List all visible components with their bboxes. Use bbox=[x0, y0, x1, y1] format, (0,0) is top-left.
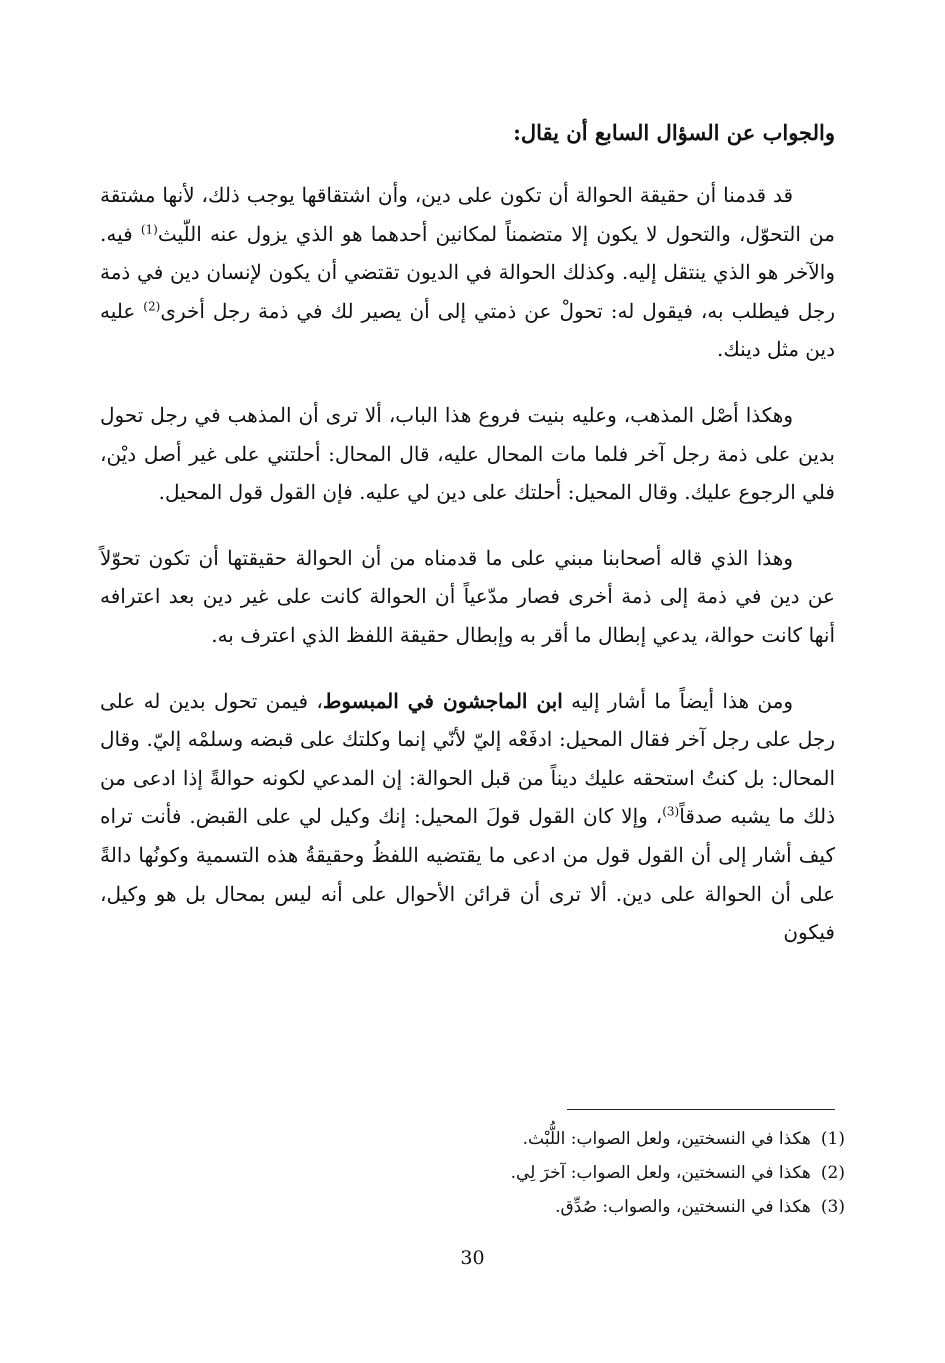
paragraph-1-text-a: قد قدمنا أن حقيقة الحوالة أن تكون على دين، وأن اشتقاقها يوجب ذلك، لأنها مشتقة من التحوّل، والتحول لا يكون إلا متضمناً لمكانين أحدهما هو الذي يزول عنه اللّيث bbox=[100, 183, 835, 246]
footnote-ref-1: (1) bbox=[140, 221, 158, 236]
footnote-ref-2: (2) bbox=[143, 299, 161, 314]
paragraph-1 bbox=[100, 176, 835, 369]
paragraph-4 bbox=[100, 682, 835, 952]
footnote-ref-3: (3) bbox=[662, 804, 680, 819]
paragraph-3: وهذا الذي قاله أصحابنا مبني على ما قدمناه من أن الحوالة حقيقتها أن تكون تحوّلاً عن دين في ذمة إلى ذمة أخرى فصار مدّعياً أن الحوالة كانت على غير دين بعد اعترافه أنها كانت حوالة، يدعي إبطال ما أقر به وإبطال حقيقة اللفظ الذي اعترف به. bbox=[100, 545, 835, 647]
section-heading: والجواب عن السؤال السابع أن يقال: bbox=[513, 120, 835, 145]
footnote-text: هكذا في النسختين، ولعل الصواب: اللُّبْث. bbox=[522, 1129, 811, 1149]
main-text bbox=[100, 110, 835, 979]
paragraph-4-text-a: ومن هذا أيضاً ما أشار إليه bbox=[562, 688, 793, 713]
footnote-3 bbox=[120, 1190, 845, 1224]
footnote-text: هكذا في النسختين، ولعل الصواب: آخرَ لِي. bbox=[510, 1163, 811, 1183]
paragraph-4-text-c: ، وإلا كان القول قولَ المحيل: إنك وكيل لي على القبض. فأنت تراه كيف أشار إلى أن القول قول من ادعى ما يقتضيه اللفظُ وحقيقةُ هذه التسمية وكونُها دالةً على أن الحوالة على دين. ألا ترى أن قرائن الأحوال على أنه ليس بمحال بل هو وكيل، فيكون bbox=[100, 804, 835, 945]
footnote-separator bbox=[567, 1109, 835, 1110]
footnote-1 bbox=[120, 1122, 845, 1156]
footnote-text: هكذا في النسختين، والصواب: صُدِّق. bbox=[555, 1197, 811, 1217]
footnotes bbox=[120, 1122, 845, 1224]
paragraph-1-text-c: عليه دين مثل دينك. bbox=[100, 298, 835, 362]
footnote-number: (1) bbox=[820, 1129, 845, 1149]
paragraph-4-bold-reference: ابن الماجشون في المبسوط bbox=[322, 688, 563, 713]
page-number: 30 bbox=[460, 1247, 485, 1269]
paragraph-1-text-b: فيه. والآخر هو الذي ينتقل إليه. وكذلك الحوالة في الديون تقتضي أن يكون لإنسان دين في ذمة رجل فيطلب به، فيقول له: تحولْ عن ذمتي إلى أن يصير لك في ذمة رجل أخرى bbox=[100, 221, 835, 323]
paragraph-2: وهكذا أصْل المذهب، وعليه بنيت فروع هذا الباب، ألا ترى أن المذهب في رجل تحول بدين على ذمة رجل آخر فلما مات المحال عليه، قال المحال: أحلتني على غير أصل ديْن، فلي الرجوع عليك. وقال المحيل: أحلتك على دين لي عليه. فإن القول قول المحيل. bbox=[100, 402, 835, 505]
footnote-number: (3) bbox=[820, 1197, 845, 1217]
paragraph-4-text-b: ، فيمن تحول بدين له على رجل على رجل آخر فقال المحيل: ادفَعْه إليّ لأنّي إنما وكلتك على قبضه وسلمْه إليّ. وقال المحال: بل كنتُ استحقه عليك ديناً من قبل الحوالة: إن المدعي لكونه حوالةً إذا ادعى من ذلك ما يشبه صدقاً bbox=[100, 688, 835, 829]
footnote-2 bbox=[120, 1156, 845, 1190]
footnote-number: (2) bbox=[820, 1163, 845, 1183]
